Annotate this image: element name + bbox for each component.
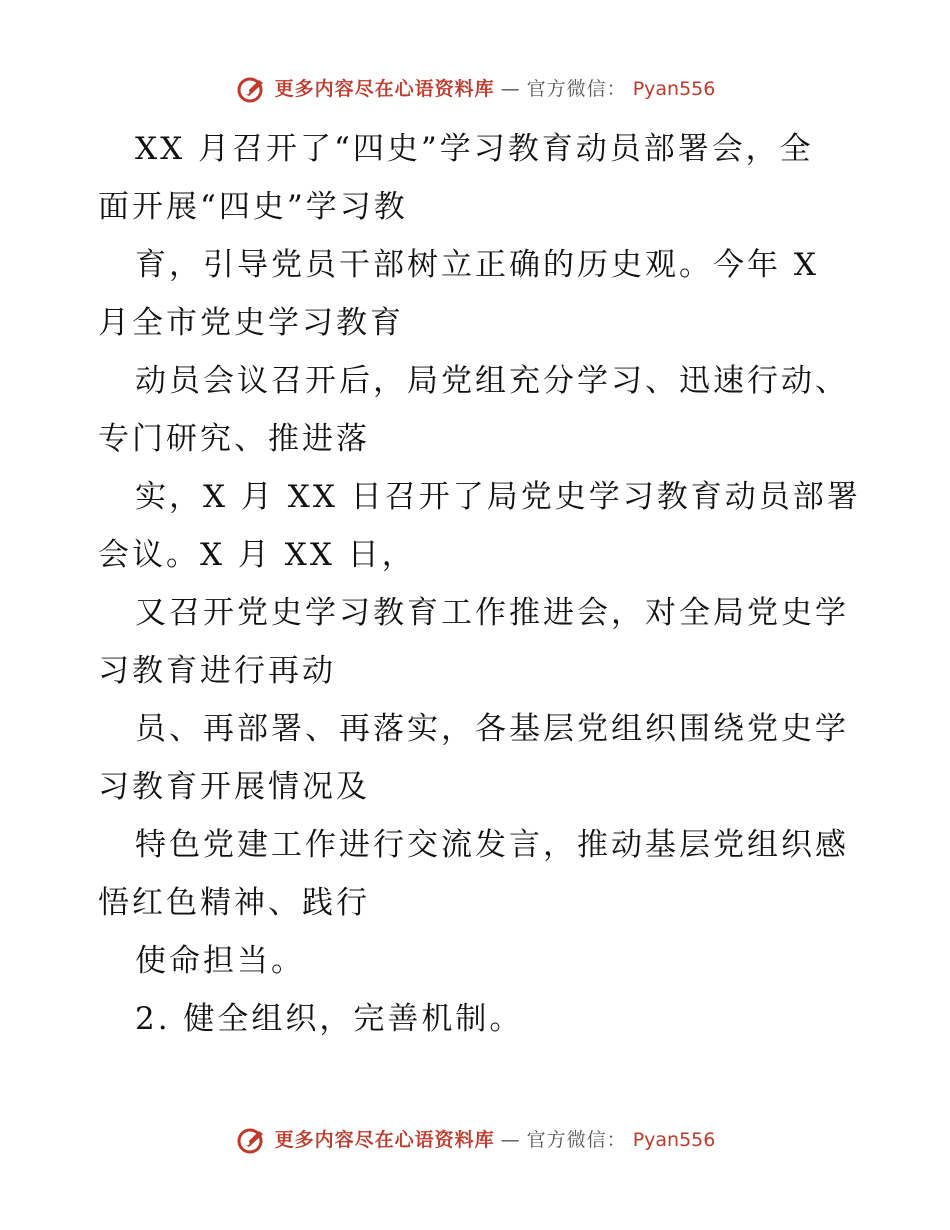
watermark-brand-text: 更多内容尽在心语资料库	[274, 78, 495, 100]
line-continuation: 专门研究、推进落	[98, 421, 370, 457]
watermark-label: 官方微信：	[526, 1129, 627, 1151]
watermark-account: Pyan556	[632, 1129, 716, 1151]
line-continuation: 会议。X 月 XX 日，	[98, 537, 416, 573]
header-watermark	[0, 74, 950, 104]
paragraph	[98, 932, 858, 990]
line: 使命担当。	[135, 943, 305, 979]
paragraph	[98, 236, 858, 352]
line-continuation: 习教育开展情况及	[98, 769, 370, 805]
paragraph	[98, 468, 861, 584]
line: XX 月召开了“四史”学习教育动员部署会，全	[135, 131, 814, 167]
line: 动员会议召开后，局党组充分学习、迅速行动、	[135, 363, 849, 399]
footer-watermark	[0, 1125, 950, 1155]
document-body	[98, 120, 861, 1048]
watermark-separator: —	[500, 78, 521, 100]
watermark-account: Pyan556	[632, 78, 716, 100]
line: 实，X 月 XX 日召开了局党史学习教育动员部署	[135, 479, 861, 515]
section-heading	[98, 990, 858, 1048]
line: 员、再部署、再落实，各基层党组织围绕党史学	[135, 711, 849, 747]
line-continuation: 习教育进行再动	[98, 653, 336, 689]
line-continuation: 月全市党史学习教育	[98, 305, 404, 341]
line-continuation: 面开展“四史”学习教	[98, 189, 408, 225]
paragraph	[98, 120, 858, 236]
line: 又召开党史学习教育工作推进会，对全局党史学	[135, 595, 849, 631]
line: 2. 健全组织，完善机制。	[135, 1001, 524, 1037]
paragraph	[98, 700, 858, 816]
watermark-brand-text: 更多内容尽在心语资料库	[274, 1129, 495, 1151]
paragraph	[98, 584, 858, 700]
brand-logo-icon	[235, 74, 269, 104]
paragraph	[98, 816, 858, 932]
brand-logo-icon	[235, 1125, 269, 1155]
paragraph	[98, 352, 858, 468]
line: 特色党建工作进行交流发言，推动基层党组织感	[135, 827, 849, 863]
watermark-separator: —	[500, 1129, 521, 1151]
line: 育，引导党员干部树立正确的历史观。今年 X	[135, 247, 819, 283]
watermark-label: 官方微信：	[526, 78, 627, 100]
line-continuation: 悟红色精神、践行	[98, 885, 370, 921]
